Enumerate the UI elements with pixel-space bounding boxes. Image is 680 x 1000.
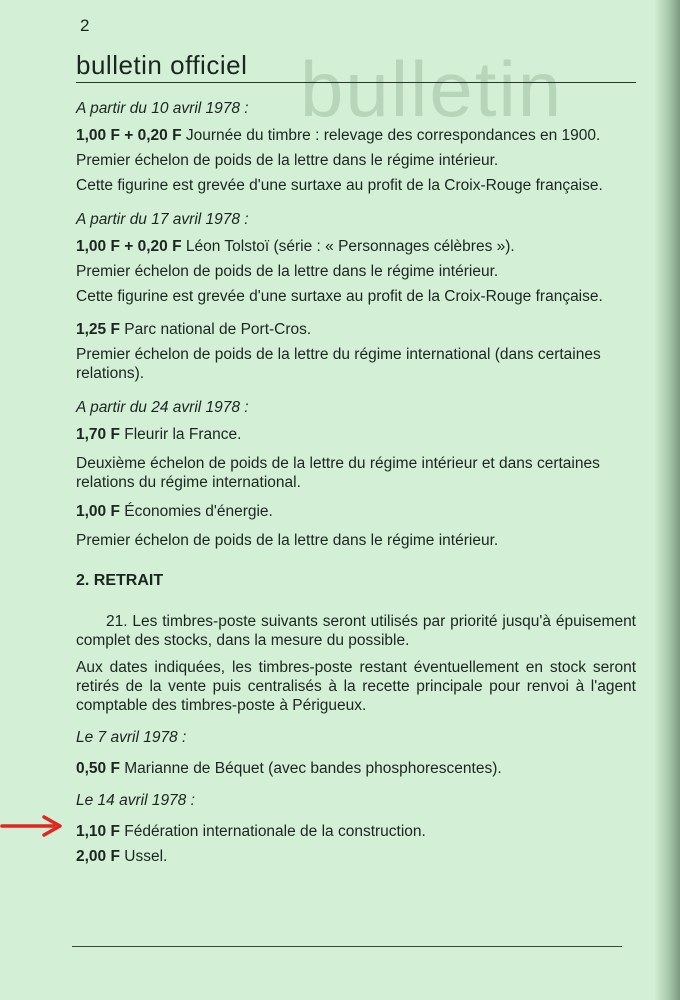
stamp-description: Fédération internationale de la construction. bbox=[124, 823, 426, 840]
issue-date-block bbox=[76, 100, 636, 195]
stamp-price: 1,00 F + 0,20 F bbox=[76, 238, 182, 255]
stamp-description: Fleurir la France. bbox=[124, 426, 242, 443]
stamp-note: Cette figurine est grevée d'une surtaxe au profit de la Croix-Rouge française. bbox=[76, 288, 603, 305]
stamp-note: Premier échelon de poids de la lettre du régime international (dans certaines relations). bbox=[76, 346, 601, 382]
stamp-note: Cette figurine est grevée d'une surtaxe au profit de la Croix-Rouge française. bbox=[76, 177, 603, 194]
withdrawal-date: Le 14 avril 1978 : bbox=[76, 792, 195, 809]
stamp-description: Léon Tolstoï (série : « Personnages célèbres »). bbox=[185, 238, 515, 255]
stamp-price: 1,25 F bbox=[76, 321, 120, 338]
stamp-note: Premier échelon de poids de la lettre dans le régime intérieur. bbox=[76, 263, 499, 280]
stamp-note: Deuxième échelon de poids de la lettre du régime intérieur et dans certaines relations du régime international. bbox=[76, 455, 600, 491]
stamp-price: 1,70 F bbox=[76, 426, 120, 443]
stamp-note: Premier échelon de poids de la lettre dans le régime intérieur. bbox=[76, 152, 499, 169]
issue-date-block bbox=[76, 399, 636, 550]
bulletin-header: bulletin officiel bbox=[76, 50, 636, 83]
stamp-price: 1,00 F bbox=[76, 503, 120, 520]
stamp-description: Journée du timbre : relevage des correspondances en 1900. bbox=[185, 127, 601, 144]
issue-date: A partir du 10 avril 1978 : bbox=[76, 100, 249, 117]
withdrawal-entry bbox=[76, 847, 636, 866]
stamp-entry bbox=[76, 502, 636, 521]
stamp-description: Marianne de Béquet (avec bandes phosphorescentes). bbox=[124, 760, 502, 777]
issue-date: A partir du 24 avril 1978 : bbox=[76, 399, 249, 416]
page-content bbox=[76, 100, 636, 872]
section-title-retrait: 2. RETRAIT bbox=[76, 572, 164, 589]
withdrawal-date: Le 7 avril 1978 : bbox=[76, 729, 187, 746]
withdrawal-entry bbox=[76, 759, 636, 778]
stamp-price: 2,00 F bbox=[76, 848, 120, 865]
stamp-entry bbox=[76, 126, 636, 145]
bottom-rule bbox=[72, 946, 622, 947]
stamp-description: Ussel. bbox=[124, 848, 168, 865]
page-spine-shadow bbox=[654, 0, 680, 1000]
stamp-price: 1,00 F + 0,20 F bbox=[76, 127, 182, 144]
issue-date-block bbox=[76, 211, 636, 383]
issue-date: A partir du 17 avril 1978 : bbox=[76, 211, 249, 228]
show-through-logo: bulletin bbox=[300, 45, 564, 133]
red-arrow-icon bbox=[0, 814, 66, 838]
stamp-entry bbox=[76, 237, 636, 256]
page-number: 2 bbox=[80, 16, 90, 35]
stamp-entry bbox=[76, 425, 636, 444]
stamp-price: 0,50 F bbox=[76, 760, 120, 777]
stamp-price: 1,10 F bbox=[76, 823, 120, 840]
stamp-description: Parc national de Port-Cros. bbox=[124, 321, 312, 338]
stamp-entry bbox=[76, 320, 636, 339]
withdrawal-entry bbox=[76, 822, 636, 841]
retrait-paragraph: 21. Les timbres-poste suivants seront utilisés par priorité jusqu'à épuisement complet des stocks, dans la mesure du possible. bbox=[76, 613, 636, 649]
stamp-description: Économies d'énergie. bbox=[124, 503, 273, 520]
retrait-paragraph: Aux dates indiquées, les timbres-poste restant éventuellement en stock seront retirés de la vente puis centralisés à la recette principale pour renvoi à l'agent comptable des timbres-poste à Périgueux. bbox=[76, 659, 636, 714]
stamp-note: Premier échelon de poids de la lettre dans le régime intérieur. bbox=[76, 532, 499, 549]
